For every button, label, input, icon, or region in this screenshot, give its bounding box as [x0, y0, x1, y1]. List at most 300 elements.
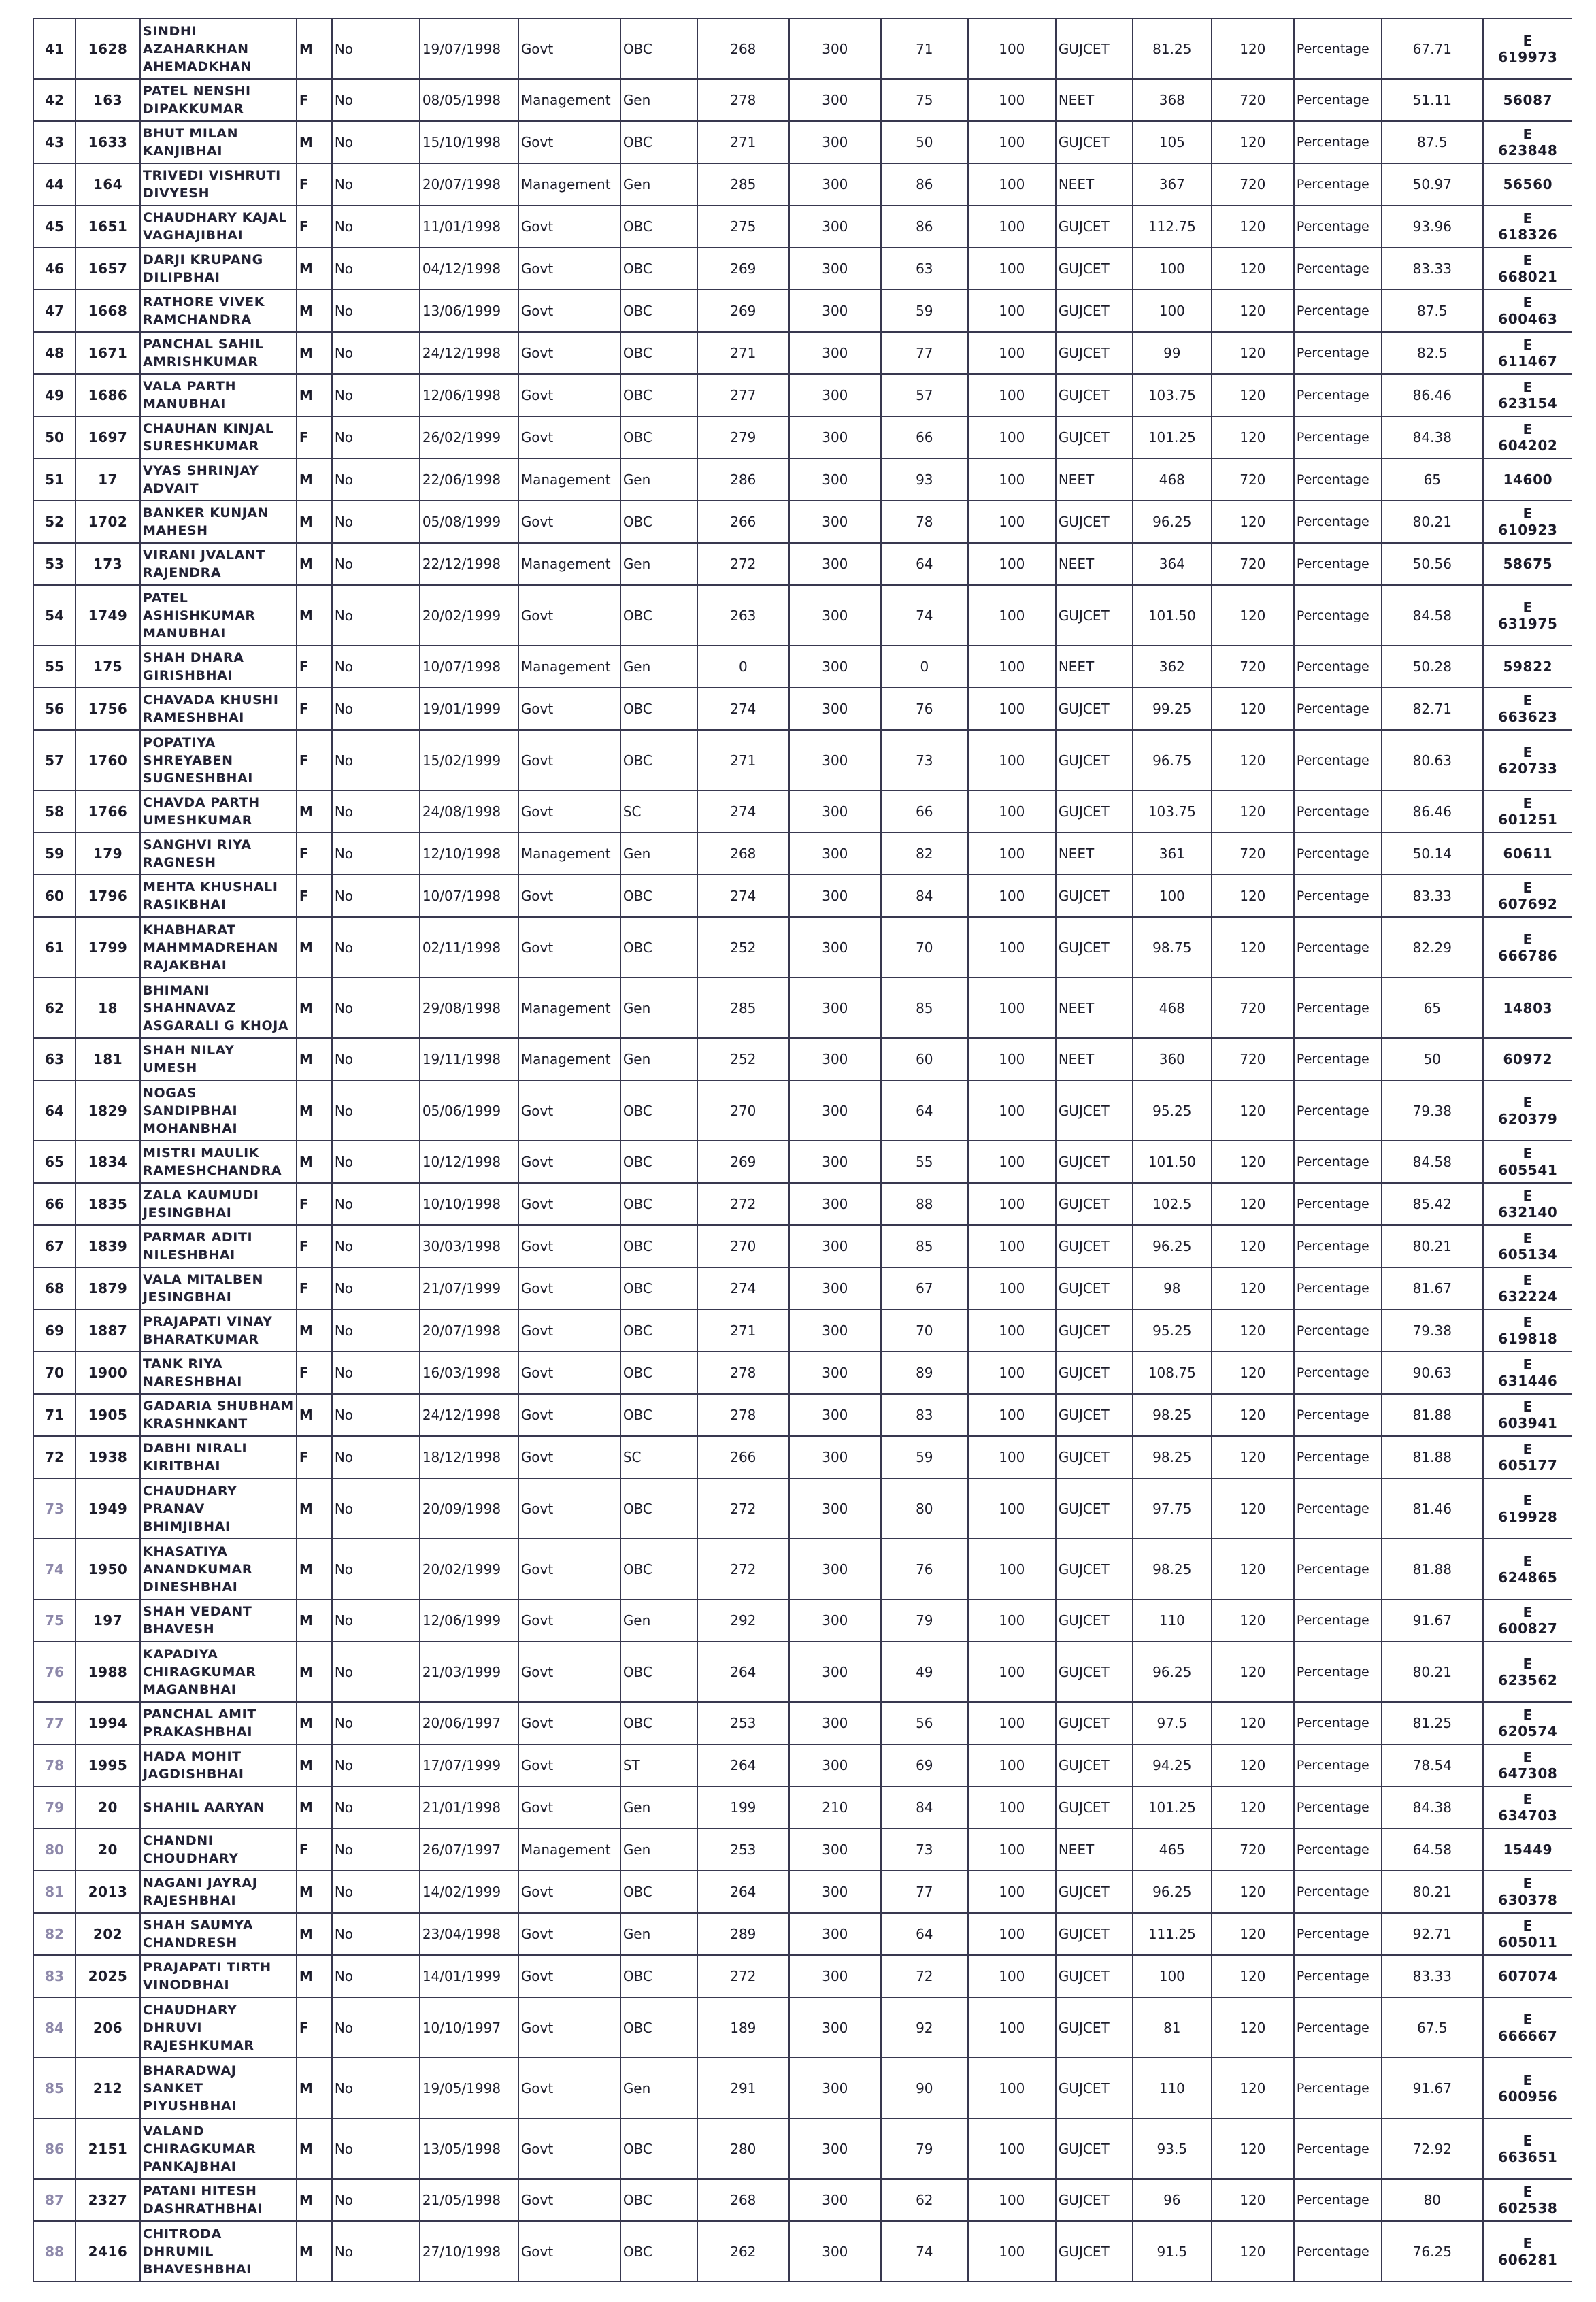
subject-total-cell: 100 [968, 1267, 1056, 1310]
exam-cell: GUJCET [1056, 1641, 1133, 1702]
registration-number [1484, 295, 1572, 327]
percent-type-cell: Percentage [1294, 646, 1382, 688]
subject-marks-cell: 70 [881, 917, 968, 978]
exam-cell: GUJCET [1056, 1141, 1133, 1183]
sr-cell: 78 [33, 1744, 76, 1786]
handicap-cell: No [332, 2221, 420, 2282]
handicap-cell: No [332, 1913, 420, 1955]
birth-date-cell: 16/03/1998 [420, 1352, 518, 1394]
student-name-line: PANCHAL AMIT [143, 1707, 256, 1722]
percentile-cell: 81.25 [1382, 1702, 1483, 1744]
hsc-marks-cell: 270 [697, 1080, 789, 1141]
registration-digits: 634703 [1498, 1807, 1558, 1824]
student-name-line: SHREYABEN [143, 752, 233, 768]
birth-date-cell: 21/05/1998 [420, 2179, 518, 2221]
subject-marks-cell: 80 [881, 1478, 968, 1539]
percentile-cell: 91.67 [1382, 1599, 1483, 1641]
registration-prefix: E [1523, 1399, 1533, 1415]
hsc-marks-cell: 275 [697, 205, 789, 248]
registration-number [1484, 1230, 1572, 1263]
registration-number [1484, 92, 1572, 108]
percent-type-cell: Percentage [1294, 1702, 1382, 1744]
student-name-line: KHABHARAT [143, 922, 236, 937]
student-name-line: SHAHIL AARYAN [143, 1800, 265, 1815]
application-id-cell: 1633 [76, 121, 140, 163]
student-name-cell [140, 730, 297, 790]
percentile-cell: 50.56 [1382, 543, 1483, 585]
percent-type-cell: Percentage [1294, 1394, 1382, 1436]
percentile-cell: 50.28 [1382, 646, 1483, 688]
birth-date-cell: 26/07/1997 [420, 1829, 518, 1871]
subject-marks-cell: 77 [881, 1871, 968, 1913]
student-name-line: VALA MITALBEN [143, 1272, 263, 1287]
handicap-cell: No [332, 501, 420, 543]
handicap-cell: No [332, 2179, 420, 2221]
student-name-cell [140, 646, 297, 688]
student-name-cell [140, 1599, 297, 1641]
quota-cell: Govt [518, 790, 620, 833]
student-name-line: NARESHBHAI [143, 1374, 242, 1389]
hsc-total-cell: 300 [789, 121, 881, 163]
category-cell: Gen [620, 833, 697, 875]
registration-number-cell [1483, 2221, 1572, 2282]
percent-type-cell: Percentage [1294, 1352, 1382, 1394]
student-name-cell [140, 1997, 297, 2058]
sr-cell: 48 [33, 332, 76, 374]
gender-cell: M [297, 2221, 332, 2282]
registration-prefix: E [1523, 2011, 1533, 2028]
subject-total-cell: 100 [968, 2118, 1056, 2179]
registration-number-cell [1483, 1267, 1572, 1310]
subject-marks-cell: 67 [881, 1267, 968, 1310]
registration-number-cell [1483, 730, 1572, 790]
percent-type-cell: Percentage [1294, 1539, 1382, 1599]
quota-cell: Govt [518, 1310, 620, 1352]
birth-date-cell: 10/07/1998 [420, 875, 518, 917]
student-name-line: JESINGBHAI [143, 1290, 232, 1305]
registration-prefix: E [1523, 505, 1533, 522]
registration-digits: 623848 [1498, 142, 1558, 159]
exam-cell: GUJCET [1056, 121, 1133, 163]
hsc-marks-cell: 271 [697, 332, 789, 374]
percent-type-cell: Percentage [1294, 2221, 1382, 2282]
subject-total-cell: 100 [968, 416, 1056, 458]
student-name-cell [140, 1744, 297, 1786]
application-id-cell: 20 [76, 1786, 140, 1829]
percent-type-cell: Percentage [1294, 1183, 1382, 1225]
registration-prefix: E [1523, 1188, 1533, 1204]
table-row [33, 1183, 1572, 1225]
application-id-cell: 1668 [76, 290, 140, 332]
exam-score-cell: 102.5 [1133, 1183, 1212, 1225]
handicap-cell: No [332, 374, 420, 416]
hsc-marks-cell: 272 [697, 1183, 789, 1225]
registration-number [1484, 1314, 1572, 1347]
registration-number-cell [1483, 1599, 1572, 1641]
percent-type-cell: Percentage [1294, 163, 1382, 205]
category-cell: OBC [620, 416, 697, 458]
exam-total-cell: 120 [1212, 1394, 1294, 1436]
student-name-cell [140, 1080, 297, 1141]
quota-cell: Govt [518, 416, 620, 458]
gender-cell: F [297, 1267, 332, 1310]
student-name-line: CHANDNI [143, 1833, 214, 1848]
subject-marks-cell: 66 [881, 416, 968, 458]
quota-cell: Management [518, 458, 620, 501]
subject-marks-cell: 71 [881, 18, 968, 79]
subject-total-cell: 100 [968, 1829, 1056, 1871]
registration-number-cell [1483, 875, 1572, 917]
student-name-line: SANKET [143, 2080, 203, 2096]
subject-total-cell: 100 [968, 248, 1056, 290]
registration-number-cell [1483, 790, 1572, 833]
exam-cell: GUJCET [1056, 374, 1133, 416]
subject-total-cell: 100 [968, 1955, 1056, 1997]
gender-cell: F [297, 1436, 332, 1478]
birth-date-cell: 17/07/1999 [420, 1744, 518, 1786]
application-id-cell: 1900 [76, 1352, 140, 1394]
table-row [33, 730, 1572, 790]
student-name-line: KHASATIYA [143, 1544, 228, 1559]
percentile-cell: 65 [1382, 978, 1483, 1038]
student-name-line: SHAHNAVAZ [143, 1000, 236, 1016]
registration-number-cell [1483, 543, 1572, 585]
category-cell: OBC [620, 917, 697, 978]
category-cell: Gen [620, 79, 697, 121]
exam-score-cell: 81 [1133, 1997, 1212, 2058]
exam-score-cell: 97.75 [1133, 1478, 1212, 1539]
exam-total-cell: 120 [1212, 1478, 1294, 1539]
application-id-cell: 206 [76, 1997, 140, 2058]
birth-date-cell: 24/12/1998 [420, 1394, 518, 1436]
table-row [33, 205, 1572, 248]
subject-total-cell: 100 [968, 543, 1056, 585]
student-name-line: MAHMMADREHAN [143, 939, 279, 955]
hsc-total-cell: 300 [789, 1267, 881, 1310]
registration-number-cell [1483, 917, 1572, 978]
percentile-cell: 81.88 [1382, 1436, 1483, 1478]
hsc-total-cell: 300 [789, 163, 881, 205]
student-name-cell [140, 978, 297, 1038]
subject-marks-cell: 59 [881, 1436, 968, 1478]
birth-date-cell: 21/07/1999 [420, 1267, 518, 1310]
percentile-cell: 80.21 [1382, 501, 1483, 543]
subject-marks-cell: 64 [881, 1080, 968, 1141]
category-cell: OBC [620, 501, 697, 543]
student-name-cell [140, 543, 297, 585]
registration-number [1484, 421, 1572, 454]
percentile-cell: 72.92 [1382, 2118, 1483, 2179]
category-cell: OBC [620, 121, 697, 163]
student-name-cell [140, 917, 297, 978]
subject-total-cell: 100 [968, 1997, 1056, 2058]
subject-marks-cell: 59 [881, 290, 968, 332]
category-cell: OBC [620, 1267, 697, 1310]
registration-digits: 605134 [1498, 1246, 1558, 1263]
hsc-total-cell: 300 [789, 1599, 881, 1641]
handicap-cell: No [332, 1310, 420, 1352]
handicap-cell: No [332, 688, 420, 730]
table-row [33, 1913, 1572, 1955]
percentile-cell: 87.5 [1382, 290, 1483, 332]
sr-cell: 53 [33, 543, 76, 585]
student-name-line: NILESHBHAI [143, 1248, 235, 1263]
hsc-total-cell: 300 [789, 374, 881, 416]
student-name-cell [140, 1478, 297, 1539]
registration-number-cell [1483, 332, 1572, 374]
table-row [33, 688, 1572, 730]
registration-digits: 619818 [1498, 1331, 1558, 1347]
application-id-cell: 2013 [76, 1871, 140, 1913]
exam-score-cell: 96 [1133, 2179, 1212, 2221]
registration-prefix: E [1523, 2071, 1533, 2088]
percent-type-cell: Percentage [1294, 1829, 1382, 1871]
student-name-line: AZAHARKHAN [143, 41, 249, 56]
registration-number [1484, 1604, 1572, 1637]
quota-cell: Govt [518, 1744, 620, 1786]
student-name-line: ASGARALI G KHOJA [143, 1018, 289, 1033]
table-row [33, 501, 1572, 543]
registration-prefix: E [1523, 693, 1533, 709]
sr-cell: 47 [33, 290, 76, 332]
category-cell: OBC [620, 2118, 697, 2179]
student-name-line: RAJENDRA [143, 565, 222, 580]
student-name-line: CHAUHAN KINJAL [143, 421, 274, 436]
exam-score-cell: 101.50 [1133, 1141, 1212, 1183]
birth-date-cell: 18/12/1998 [420, 1436, 518, 1478]
exam-total-cell: 120 [1212, 1913, 1294, 1955]
birth-date-cell: 12/10/1998 [420, 833, 518, 875]
subject-marks-cell: 86 [881, 205, 968, 248]
hsc-total-cell: 300 [789, 585, 881, 646]
category-cell: Gen [620, 1913, 697, 1955]
exam-cell: GUJCET [1056, 730, 1133, 790]
subject-marks-cell: 86 [881, 163, 968, 205]
registration-number-cell [1483, 1183, 1572, 1225]
registration-number-cell [1483, 1225, 1572, 1267]
handicap-cell: No [332, 163, 420, 205]
subject-marks-cell: 49 [881, 1641, 968, 1702]
registration-number-cell [1483, 1141, 1572, 1183]
exam-score-cell: 100 [1133, 290, 1212, 332]
exam-score-cell: 101.25 [1133, 416, 1212, 458]
hsc-marks-cell: 264 [697, 1641, 789, 1702]
table-body [33, 18, 1572, 2282]
exam-score-cell: 465 [1133, 1829, 1212, 1871]
exam-score-cell: 112.75 [1133, 205, 1212, 248]
category-cell: OBC [620, 1641, 697, 1702]
registration-prefix: E [1523, 599, 1533, 616]
percent-type-cell: Percentage [1294, 978, 1382, 1038]
student-name-cell [140, 18, 297, 79]
student-name-cell [140, 1539, 297, 1599]
birth-date-cell: 21/01/1998 [420, 1786, 518, 1829]
quota-cell: Govt [518, 1141, 620, 1183]
category-cell: OBC [620, 1352, 697, 1394]
handicap-cell: No [332, 1641, 420, 1702]
quota-cell: Govt [518, 374, 620, 416]
handicap-cell: No [332, 585, 420, 646]
registration-prefix: E [1523, 1230, 1533, 1246]
hsc-marks-cell: 272 [697, 1478, 789, 1539]
student-name-line: VALA PARTH [143, 379, 237, 394]
gender-cell: M [297, 248, 332, 290]
exam-cell: NEET [1056, 646, 1133, 688]
registration-number [1484, 1749, 1572, 1782]
exam-score-cell: 367 [1133, 163, 1212, 205]
percentile-cell: 51.11 [1382, 79, 1483, 121]
subject-marks-cell: 90 [881, 2058, 968, 2118]
exam-cell: GUJCET [1056, 416, 1133, 458]
exam-score-cell: 100 [1133, 875, 1212, 917]
student-name-line: PRAJAPATI TIRTH [143, 1960, 271, 1975]
registration-number-cell [1483, 2118, 1572, 2179]
category-cell: OBC [620, 688, 697, 730]
student-name-line: ASHISHKUMAR [143, 607, 256, 623]
student-name-line: KAPADIYA [143, 1646, 218, 1662]
birth-date-cell: 05/06/1999 [420, 1080, 518, 1141]
hsc-marks-cell: 252 [697, 1038, 789, 1080]
handicap-cell: No [332, 1997, 420, 2058]
table-row [33, 1141, 1572, 1183]
registration-number [1484, 1356, 1572, 1389]
registration-number-cell [1483, 290, 1572, 332]
subject-total-cell: 100 [968, 585, 1056, 646]
percent-type-cell: Percentage [1294, 688, 1382, 730]
hsc-total-cell: 300 [789, 1394, 881, 1436]
table-row [33, 1744, 1572, 1786]
exam-cell: GUJCET [1056, 2058, 1133, 2118]
gender-cell: F [297, 730, 332, 790]
category-cell: OBC [620, 1955, 697, 1997]
quota-cell: Govt [518, 121, 620, 163]
student-name-cell [140, 374, 297, 416]
subject-total-cell: 100 [968, 2221, 1056, 2282]
registration-number [1484, 1095, 1572, 1127]
exam-total-cell: 120 [1212, 1436, 1294, 1478]
student-name-line: JAGDISHBHAI [143, 1767, 244, 1782]
hsc-marks-cell: 264 [697, 1744, 789, 1786]
quota-cell: Govt [518, 290, 620, 332]
student-name-line: CHAUDHARY KAJAL [143, 210, 288, 225]
registration-digits: 56560 [1503, 176, 1553, 193]
hsc-marks-cell: 264 [697, 1871, 789, 1913]
percentile-cell: 85.42 [1382, 1183, 1483, 1225]
subject-total-cell: 100 [968, 18, 1056, 79]
subject-total-cell: 100 [968, 1080, 1056, 1141]
hsc-marks-cell: 277 [697, 374, 789, 416]
sr-cell: 55 [33, 646, 76, 688]
subject-total-cell: 100 [968, 875, 1056, 917]
registration-number-cell [1483, 1641, 1572, 1702]
exam-score-cell: 99.25 [1133, 688, 1212, 730]
exam-cell: GUJCET [1056, 1436, 1133, 1478]
percentile-cell: 79.38 [1382, 1310, 1483, 1352]
hsc-marks-cell: 291 [697, 2058, 789, 2118]
subject-marks-cell: 82 [881, 833, 968, 875]
category-cell: OBC [620, 730, 697, 790]
exam-score-cell: 95.25 [1133, 1080, 1212, 1141]
hsc-total-cell: 300 [789, 917, 881, 978]
hsc-total-cell: 210 [789, 1786, 881, 1829]
registration-number [1484, 1553, 1572, 1586]
sr-cell: 80 [33, 1829, 76, 1871]
table-row [33, 1702, 1572, 1744]
student-name-cell [140, 458, 297, 501]
student-name-line: MEHTA KHUSHALI [143, 880, 278, 895]
subject-total-cell: 100 [968, 1394, 1056, 1436]
student-name-cell [140, 1352, 297, 1394]
quota-cell: Management [518, 543, 620, 585]
percent-type-cell: Percentage [1294, 2118, 1382, 2179]
exam-score-cell: 98 [1133, 1267, 1212, 1310]
subject-marks-cell: 79 [881, 2118, 968, 2179]
table-row [33, 332, 1572, 374]
registration-digits: 623154 [1498, 395, 1558, 412]
registration-number [1484, 337, 1572, 369]
registration-number [1484, 1875, 1572, 1908]
handicap-cell: No [332, 978, 420, 1038]
hsc-marks-cell: 272 [697, 1955, 789, 1997]
registration-prefix: E [1523, 1314, 1533, 1331]
handicap-cell: No [332, 1141, 420, 1183]
quota-cell: Management [518, 646, 620, 688]
exam-total-cell: 120 [1212, 790, 1294, 833]
registration-number-cell [1483, 1539, 1572, 1599]
application-id-cell: 173 [76, 543, 140, 585]
percentile-cell: 81.88 [1382, 1394, 1483, 1436]
gender-cell: F [297, 205, 332, 248]
exam-cell: GUJCET [1056, 501, 1133, 543]
table-row [33, 248, 1572, 290]
category-cell: Gen [620, 1038, 697, 1080]
percent-type-cell: Percentage [1294, 501, 1382, 543]
student-name-line: MANUBHAI [143, 397, 226, 412]
table-row [33, 1641, 1572, 1702]
table-row [33, 1080, 1572, 1141]
subject-marks-cell: 50 [881, 121, 968, 163]
student-name-line: PRAKASHBHAI [143, 1724, 253, 1739]
percentile-cell: 65 [1382, 458, 1483, 501]
registration-digits: 58675 [1503, 556, 1553, 572]
student-name-cell [140, 501, 297, 543]
student-name-cell [140, 1871, 297, 1913]
birth-date-cell: 20/07/1998 [420, 1310, 518, 1352]
subject-marks-cell: 70 [881, 1310, 968, 1352]
registration-digits: 600827 [1498, 1620, 1558, 1637]
registration-number [1484, 210, 1572, 243]
percent-type-cell: Percentage [1294, 585, 1382, 646]
registration-number [1484, 1399, 1572, 1431]
subject-total-cell: 100 [968, 290, 1056, 332]
percentile-cell: 92.71 [1382, 1913, 1483, 1955]
student-name-line: CHAVADA KHUSHI [143, 693, 279, 707]
registration-prefix: E [1523, 379, 1533, 395]
registration-number-cell [1483, 2058, 1572, 2118]
student-name-line: CHOUDHARY [143, 1851, 239, 1866]
exam-total-cell: 120 [1212, 1539, 1294, 1599]
registration-number [1484, 658, 1572, 675]
subject-marks-cell: 74 [881, 2221, 968, 2282]
hsc-total-cell: 300 [789, 2058, 881, 2118]
gender-cell: M [297, 1641, 332, 1702]
birth-date-cell: 20/02/1999 [420, 585, 518, 646]
gender-cell: F [297, 688, 332, 730]
table-row [33, 1394, 1572, 1436]
gender-cell: M [297, 1871, 332, 1913]
quota-cell: Govt [518, 730, 620, 790]
exam-score-cell: 100 [1133, 1955, 1212, 1997]
